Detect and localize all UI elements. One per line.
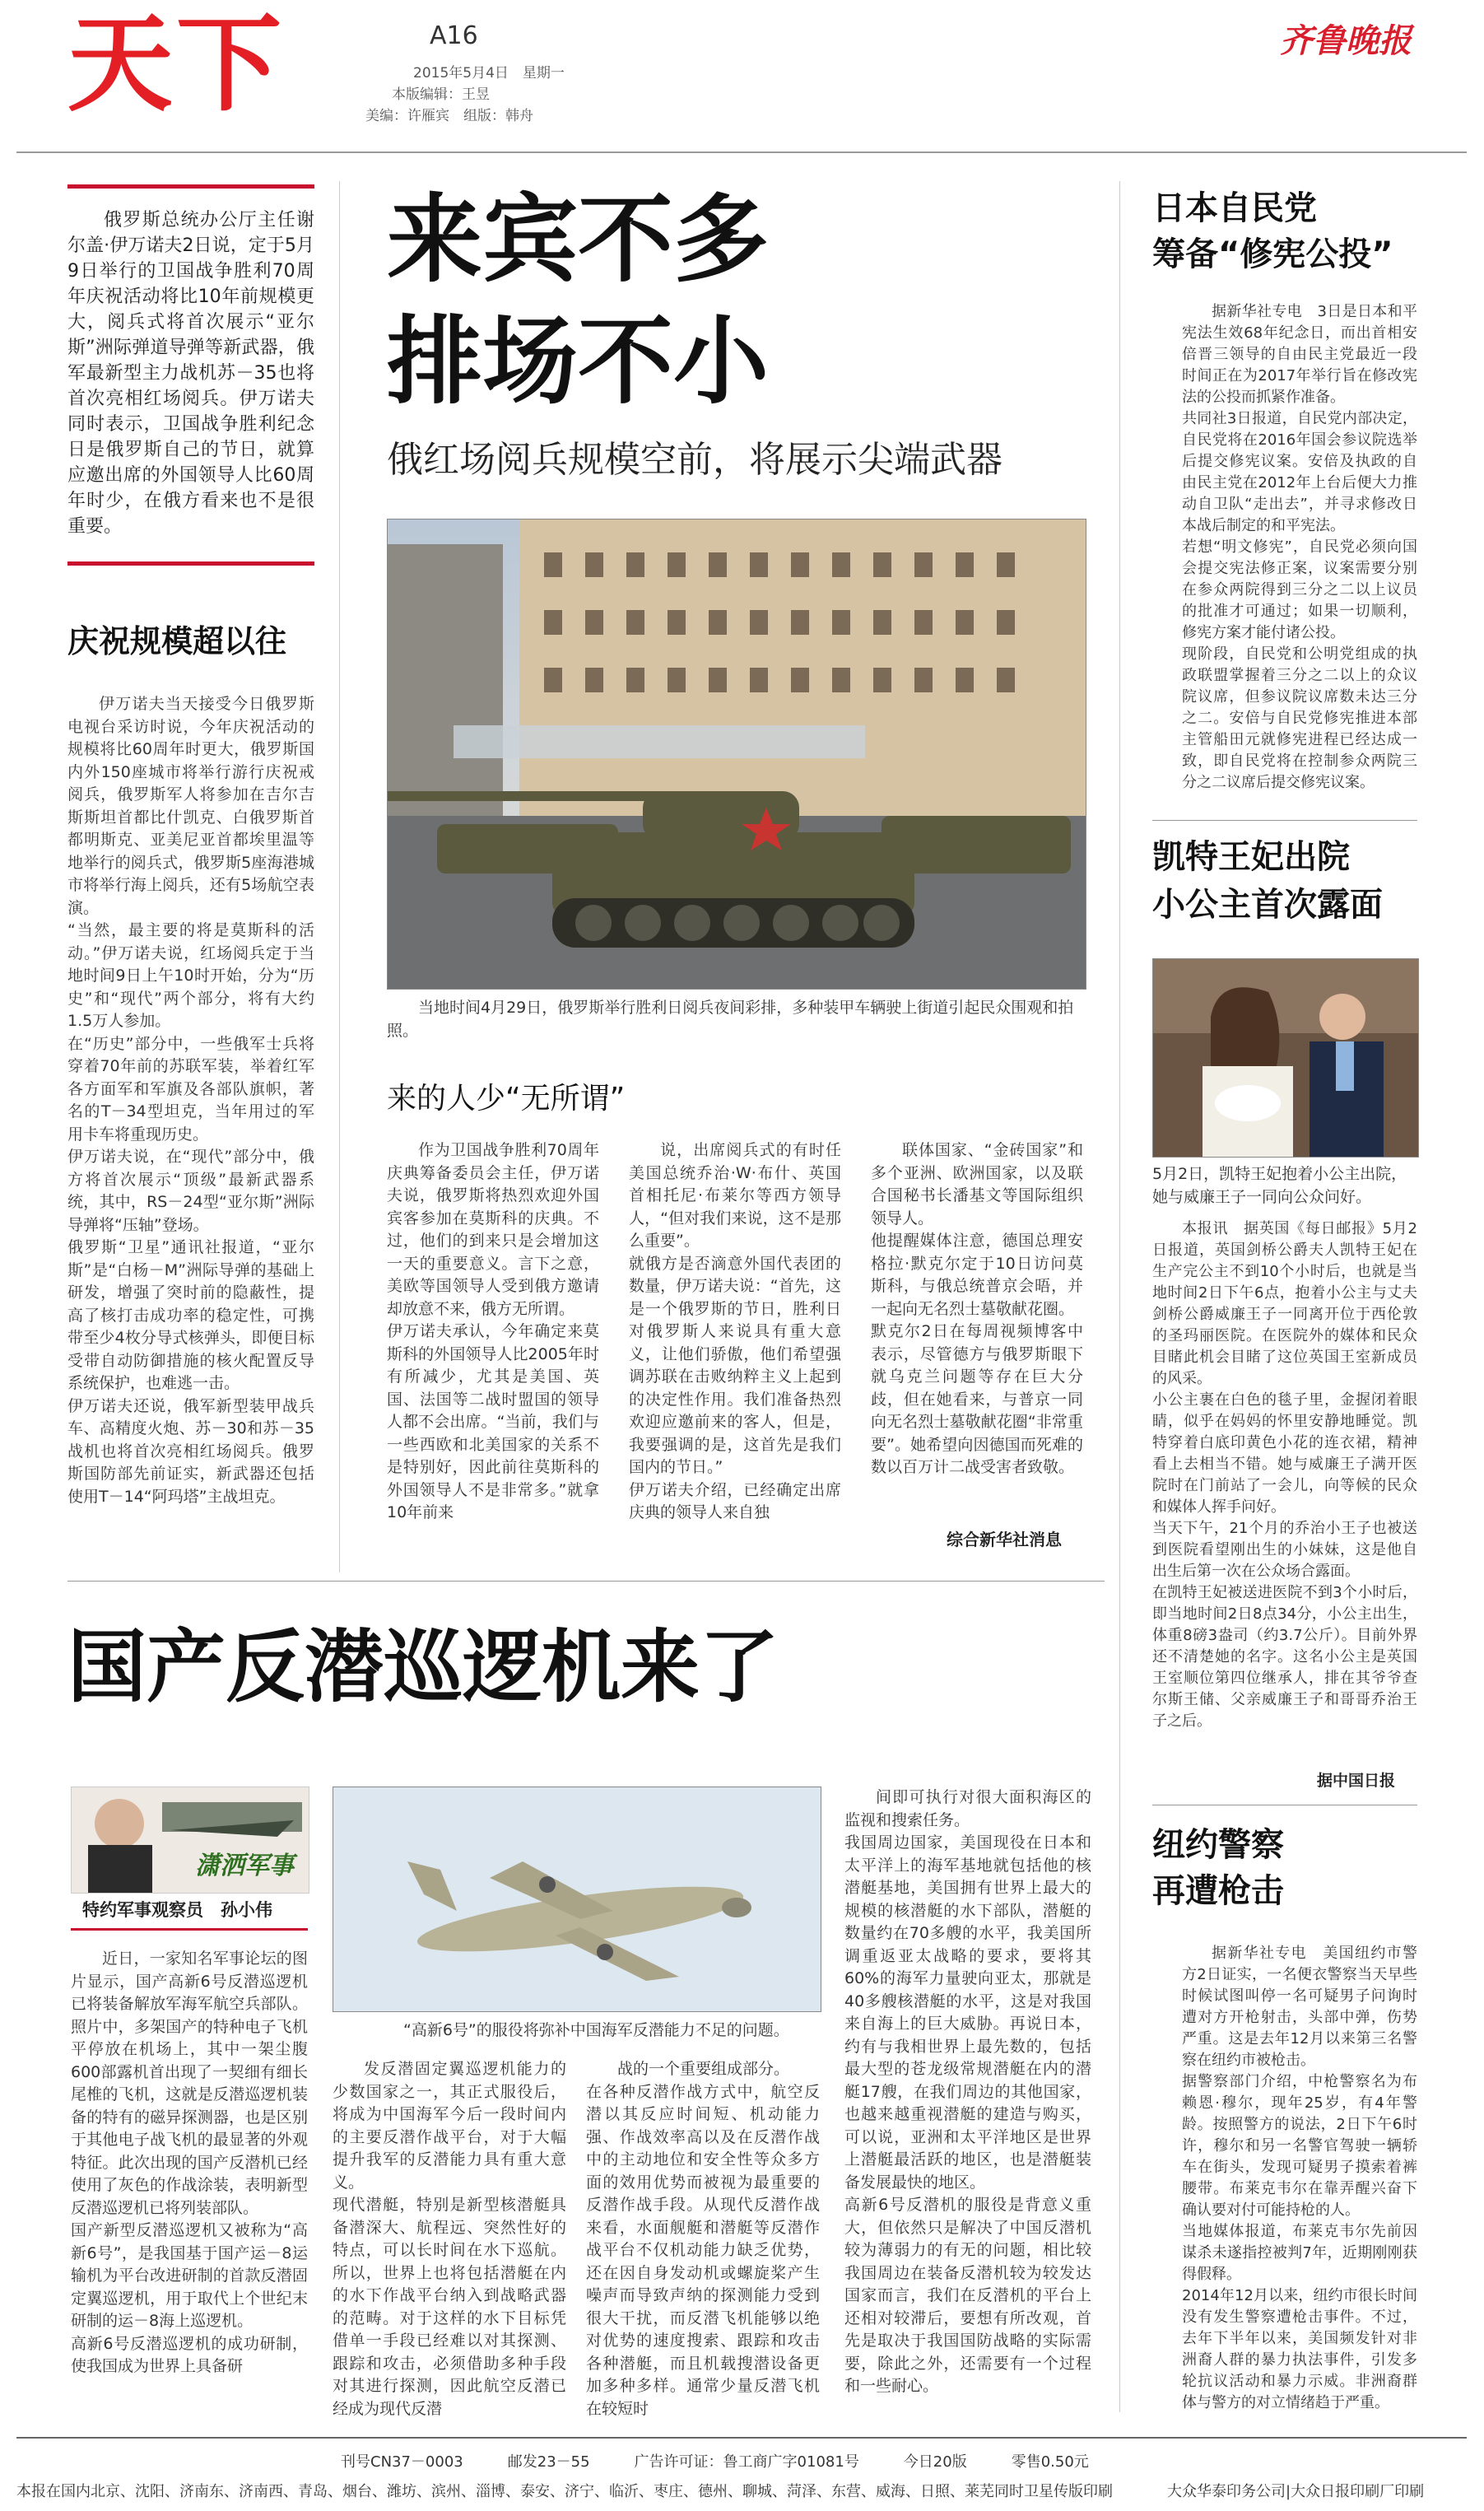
subhead-celebration: 庆祝规模超以往 bbox=[67, 623, 287, 659]
bottom-col-2: 发反潜固定翼巡逻机能力的少数国家之一，其正式服役后，将成为中国海军今后一段时间内的主要反潜作战平台，对于大幅提升我军的反潜能力具有重大意义。 现代潜艇，特别是新型核潜艇具备潜深大、航程远、突然性好的特点，可以长时间在水下巡航。所以，世界上也将包括潜艇在内的水下作战平台纳入到战略武器的范畴。对于这样的水下目标凭借单一手段已经难以对其探测、跟踪和攻击，必须借助多种手段对其进行探测，因此航空反潜已经成为现代反潜 bbox=[333, 2060, 566, 2418]
columnist-title: 特约军事观察员 孙小伟 bbox=[82, 1900, 272, 1920]
editor-credit: 本版编辑：王昱 bbox=[392, 86, 490, 103]
main-subtitle: 俄红场阅兵规模空前，将展示尖端武器 bbox=[387, 439, 1003, 481]
royal-photo-caption: 5月2日，凯特王妃抱着小公主出院，她与威廉王子一同向公众问好。 bbox=[1152, 1165, 1407, 1206]
japan-body: 据新华社专电 3日是日本和平宪法生效68年纪念日，而出首相安倍晋三领导的自由民主党最近一段时间正在为2017年举行旨在修改宪法的公投而抓紧作准备。 共同社3日报道，自民党内部决定，自民党将在2016年国会参议院选举后提交修宪议案。安倍及执政的自由民主党在2012年上台后便大力推动自卫队“走出去”，并寻求修改日本战后制定的和平宪法。 若想“明文修宪”，自民党必须向国会提交宪法修正案，议案需要分别在参众两院得到三分之二以上议员的批准才可通过；如果一切顺利，修宪方案才能付诸公投。 现阶段，自民党和公明党组成的执政联盟掌握着三分之二以上的众议院议席，但参议院议席数未达三分之二。安倍与自民党修宪推进本部主管船田元就修宪进程已经达成一致，即自民党将在控制参众两院三分之二议席后提交修宪议案。 bbox=[1182, 303, 1417, 791]
col-divider-left bbox=[339, 181, 340, 1572]
kate-headline-2: 小公主首次露面 bbox=[1152, 886, 1383, 924]
main-source: 综合新华社消息 bbox=[947, 1530, 1062, 1549]
nypd-headline-1: 纽约警察 bbox=[1152, 1826, 1284, 1864]
footer-info: 刊号CN37－0003 邮发23－55 广告许可证：鲁工商广字01081号 今日20版 零售0.50元 bbox=[341, 2453, 1089, 2471]
parade-photo bbox=[387, 519, 1086, 990]
main-headline-1: 来宾不多 bbox=[387, 184, 769, 296]
main-col-3: 联体国家、“金砖国家”和多个亚洲、欧洲国家，以及联合国秘书长潘基文等国际组织领导人。 他提醒媒体注意，德国总理安格拉·默克尔定于10日访问莫斯科，与俄总统普京会晤，并一起向无名烈士墓敬献花圈。 默克尔2日在每周视频博客中表示，尽管德方与俄罗斯眼下就乌克兰问题等存在巨大分歧，但在她看来，与普京一同向无名烈士墓敬献花圈“非常重要”。她希望向因德国而死难的数以百万计二战受害者致敬。 bbox=[871, 1141, 1083, 1476]
main-headline-2: 排场不小 bbox=[387, 306, 769, 417]
royal-photo bbox=[1152, 958, 1419, 1158]
columnist-badge bbox=[71, 1787, 309, 1894]
main-col-1: 作为卫国战争胜利70周年庆典筹备委员会主任，伊万诺夫说，俄罗斯将热烈欢迎外国宾客参加在莫斯科的庆典。不过，他们的到来只是会增加这一天的重要意义。言下之意，美欧等国领导人受到俄方邀请却放意不来，俄方无所谓。 伊万诺夫承认，今年确定来莫斯科的外国领导人比2005年时有所减少，尤其是美国、英国、法国等二战时盟国的领导人都不会出席。“当前，我们与一些西欧和北美国家的关系不是特别好，因此前往莫斯科的外国领导人不是非常多。”就拿10年前来 bbox=[387, 1141, 599, 1521]
kate-source: 据中国日报 bbox=[1317, 1772, 1396, 1790]
columnist-rule bbox=[71, 1928, 308, 1931]
left-top-rule bbox=[67, 184, 314, 189]
footer-printer: 大众华泰印务公司|大众日报印刷厂印刷 bbox=[1167, 2483, 1425, 2500]
bottom-col-3: 战的一个重要组成部分。 在各种反潜作战方式中，航空反潜以其反应时间短、机动能力强、作战效率高以及在反潜作战中的主动地位和安全性等众多方面的效用优势而被视为最重要的反潜作战手段。从现代反潜作战来看，水面舰艇和潜艇等反潜作战平台不仅机动能力缺乏优势，还在因自身发动机或螺旋桨产生噪声而导致声纳的探测能力受到很大干扰，而反潜飞机能够以绝对优势的速度搜索、跟踪和攻击各种潜艇，而且机载搜潜设备更加多种多样。通常少量反潜飞机在较短时 bbox=[586, 2060, 820, 2418]
section-title: 天下 bbox=[67, 2, 286, 126]
aircraft-photo bbox=[333, 1787, 821, 2012]
col-divider-right bbox=[1119, 181, 1120, 2412]
bottom-story-top-rule bbox=[67, 1581, 1105, 1582]
footer-print-sites: 本报在国内北京、沈阳、济南东、济南西、青岛、烟台、潍坊、滨州、淄博、泰安、济宁、临沂、枣庄、德州、聊城、菏泽、东营、威海、日照、莱芜同时卫星传版印刷 bbox=[16, 2483, 1113, 2500]
bottom-col-1: 近日，一家知名军事论坛的图片显示，国产高新6号反潜巡逻机已将装备解放军海军航空兵部队。照片中，多架国产的特种电子飞机平停放在机场上，其中一架尘腹600部露机首出现了一契细有细长尾椎的飞机，这就是反潜巡逻机装备的特有的磁异探测器，也是区别于其他电子战飞机的最显著的外观特征。此次出现的国产反潜机已经使用了灰色的作战涂装，表明新型反潜巡逻机已将列装部队。 国产新型反潜巡逻机又被称为“高新6号”，是我国基于国产运－8运输机为平台改进研制的首款反潜固定翼巡逻机，用于取代上个世纪末研制的运－8海上巡逻机。 高新6号反潜巡逻机的成功研制，使我国成为世界上具备研 bbox=[71, 1950, 308, 2375]
japan-headline-1: 日本自民党 bbox=[1152, 189, 1317, 227]
subhead-attendance: 来的人少“无所谓” bbox=[387, 1082, 626, 1116]
aircraft-photo-caption: “高新6号”的服役将弥补中国海军反潜能力不足的问题。 bbox=[403, 2021, 789, 2039]
page-number: A16 bbox=[430, 21, 478, 50]
main-col-2: 说，出席阅兵式的有时任美国总统乔治·W·布什、英国首相托尼·布莱尔等西方领导人，“但对我们来说，这不是那么重要”。 就俄方是否滴意外国代表团的数量，伊万诺夫说：“首先，这是一个俄罗斯的节日，胜利日对俄罗斯人来说具有重大意义，让他们骄傲，他们希望强调苏联在击败纳粹主义上起到的决定性作用。我们准备热烈欢迎应邀前来的客人，但是，我要强调的是，这首先是我们国内的节日。” 伊万诺夫介绍，已经确定出席庆典的领导人来自独 bbox=[629, 1141, 841, 1521]
lead-intro: 俄罗斯总统办公厅主任谢尔盖·伊万诺夫2日说，定于5月9日举行的卫国战争胜利70周年庆祝活动将比10年前规模更大，阅兵式将首次展示“亚尔斯”洲际弹道导弹等新武器，俄军最新型主力战机苏－35也将首次亮相红场阅兵。伊万诺夫同时表示，卫国战争胜利纪念日是俄罗斯自己的节日，就算应邀出席的外国领导人比60周年时少，在俄方看来也不是很重要。 bbox=[67, 210, 314, 537]
parade-photo-caption: 当地时间4月29日，俄罗斯举行胜利日阅兵夜间彩排，多种装甲车辆驶上街道引起民众围观和拍照。 bbox=[387, 999, 1074, 1040]
right-rule-1 bbox=[1152, 820, 1417, 821]
issue-date: 2015年5月4日 星期一 bbox=[413, 65, 565, 82]
bottom-col-4: 间即可执行对很大面积海区的监视和搜索任务。 我国周边国家，美国现役在日本和太平洋上的海军基地就包括他的核潜艇基地，美国拥有世界上最大的规模的核潜艇的水下部队，潜艇的数量约在70多艘的水平，我美国所调重返亚太战略的要求，要将其60%的海军力量驶向亚太，那就是40多艘核潜艇的水平，这是对我国来自海上的巨大威胁。再说日本，约有与我相世界上最先数的，包括最大型的苍龙级常规潜艇在内的潜艇17艘，在我们周边的其他国家，也越来越重视潜艇的建造与购买，可以说，亚洲和太平洋地区是世界上潜艇最活跃的地区，也是潜艇装备发展最快的地区。 高新6号反潜机的服役是背意义重大，但依然只是解决了中国反潜机较为薄弱力的有无的问题，相比较我国周边在装备反潜机较为较发达国家而言，我们在反潜机的平台上还相对较滞后，要想有所改观，首先是取决于我国国防战略的实际需要，除此之外，还需要有一个过程和一些耐心。 bbox=[844, 1788, 1091, 2395]
design-credit: 美编：许雁宾 组版：韩舟 bbox=[365, 108, 533, 124]
paper-logo: 齐鲁晚报 bbox=[1280, 21, 1412, 60]
bottom-headline: 国产反潜巡逻机来了 bbox=[67, 1621, 779, 1713]
masthead-rule bbox=[16, 151, 1467, 153]
nypd-headline-2: 再遭枪击 bbox=[1152, 1872, 1284, 1910]
left-mid-rule bbox=[67, 561, 314, 566]
left-body: 伊万诺夫当天接受今日俄罗斯电视台采访时说，今年庆祝活动的规模将比60周年时更大，俄罗斯国内外150座城市将举行游行庆祝戒阅兵，俄罗斯军人将参加在吉尔吉斯斯坦首都比什凯克、白俄罗斯首都明斯克、亚美尼亚首都埃里温等地举行的阅兵式，俄罗斯5座海港城市将举行海上阅兵，还有5场航空表演。 “当然，最主要的将是莫斯科的活动。”伊万诺夫说，红场阅兵定于当地时间9日上午10时开始，分为“历史”和“现代”两个部分，将有大约1.5万人参加。 在“历史”部分中，一些俄军士兵将穿着70年前的苏联军装，举着红军各方面军和军旗及各部队旗帜，著名的T－34型坦克，当年用过的军用卡车将重现历史。 伊万诺夫说，在“现代”部分中，俄方将首次展示“顶级”最新武器系统，其中，RS－24型“亚尔斯”洲际导弹将“压轴”登场。 俄罗斯“卫星”通讯社报道，“亚尔斯”是“白杨－M”洲际导弹的基础上研发，增强了突时前的隐蔽性，提高了核打击成功率的稳定性，可携带至少4枚分导式核弹头，即便目标受带自动防御措施的核火配置反导系统保护，也难逃一击。 伊万诺夫还说，俄军新型装甲战兵车、高精度火炮、苏－30和苏－35战机也将首次亮相红场阅兵。俄罗斯国防部先前证实，新武器还包括使用T－14“阿玛塔”主战坦克。 bbox=[67, 695, 314, 1506]
nypd-body: 据新华社专电 美国纽约市警方2日证实，一名便衣警察当天早些时候试图叫停一名可疑男子问询时遭对方开枪射击，头部中弹，伤势严重。这是去年12月以来第三名警察在纽约市被枪击。 据警察部门介绍，中枪警察名为布赖恩·穆尔，现年25岁，有4年警龄。按照警方的说法，2日下午6时许，穆尔和另一名警官驾驶一辆轿车在街头，发现可疑男子摸索着裤腰带。布莱克韦尔在靠弄醒兴奋下确认要对付可能持枪的人。 当地媒体报道，布莱克韦尔先前因谋杀未遂指控被判7年，近期刚刚获得假释。 2014年12月以来，纽约市很长时间没有发生警察遭枪击事件。不过，去年下半年以来，美国频发针对非洲裔人群的暴力执法事件，引发多轮抗议活动和暴力示威。非洲裔群体与警方的对立情绪趋于严重。 bbox=[1182, 1945, 1417, 2411]
footer-rule bbox=[16, 2437, 1467, 2439]
japan-headline-2: 筹备“修宪公投” bbox=[1152, 235, 1393, 273]
kate-body: 本报讯 据英国《每日邮报》5月2日报道，英国剑桥公爵夫人凯特王妃在生产完公主不到10个小时后，也就是当地时间2日下午6点，抱着小公主与丈夫剑桥公爵威廉王子一同离开位于西伦敦的圣玛丽医院。在医院外的媒体和民众目睹此机会目睹了这位英国王室新成员的风采。 小公主裹在白色的毯子里，金握闭着眼睛，似乎在妈妈的怀里安静地睡觉。凯特穿着白底印黄色小花的连衣裙，精神看上去相当不错。她与威廉王子满开医院时在门前站了一会儿，向等候的民众和媒体人挥手问好。 当天下午，21个月的乔治小王子也被送到医院看望刚出生的小妹妹，这是他自出生后第一次在公众场合露面。 在凯特王妃被送进医院不到3个小时后，即当地时间2日8点34分，小公主出生，体重8磅3盎司（约3.7公斤）。目前外界还不清楚她的名字。这名小公主是英国王室顺位第四位继承人，排在其爷爷查尔斯王储、父亲威廉王子和哥哥乔治王子之后。 bbox=[1152, 1220, 1417, 1730]
columnist-brand: 潇洒军事 bbox=[195, 1852, 294, 1880]
kate-headline-1: 凯特王妃出院 bbox=[1152, 838, 1350, 876]
